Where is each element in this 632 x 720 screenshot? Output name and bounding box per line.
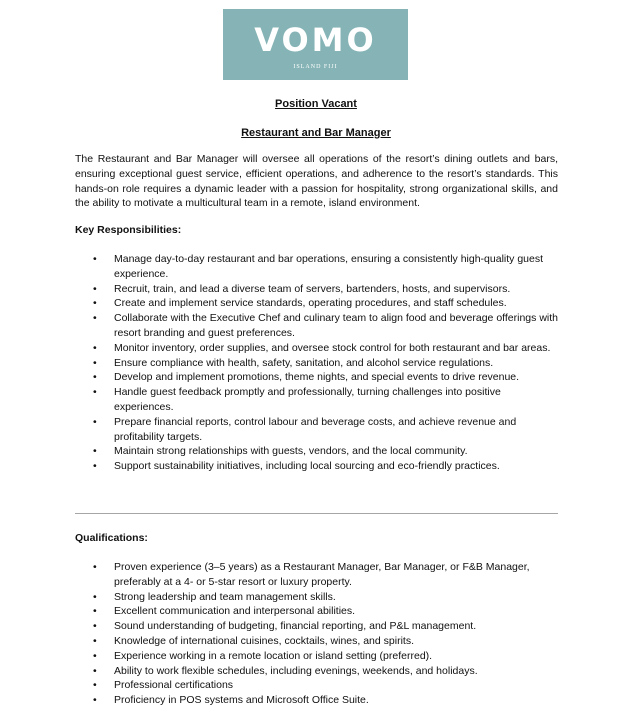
logo-tagline: ISLAND FIJI	[293, 64, 338, 70]
bullet-icon: •	[93, 649, 97, 662]
list-item-text: Ensure compliance with health, safety, sanitation, and alcohol service regulations.	[114, 356, 494, 369]
bullet-icon: •	[93, 312, 97, 325]
section-divider	[75, 513, 558, 514]
list-item-text: Strong leadership and team management skills.	[114, 590, 336, 603]
list-item	[75, 678, 559, 693]
bullet-icon: •	[93, 253, 97, 265]
list-item-text: Handle guest feedback promptly and professionally, turning challenges into positive experiences.	[114, 386, 501, 413]
list-item-text: Maintain strong relationships with guests, vendors, and the local community.	[114, 445, 468, 458]
bullet-icon: •	[93, 561, 97, 573]
list-item	[75, 341, 559, 356]
list-item-text: Develop and implement promotions, theme nights, and special events to drive revenue.	[114, 371, 520, 384]
bullet-icon: •	[93, 445, 97, 458]
list-item	[75, 664, 559, 679]
bullet-icon: •	[93, 356, 97, 369]
list-item	[75, 693, 559, 708]
list-item-text: Excellent communication and interpersonal abilities.	[114, 605, 356, 618]
list-item	[75, 604, 559, 619]
list-item-text: Monitor inventory, order supplies, and oversee stock control for both restaurant and bar areas.	[114, 341, 551, 354]
bullet-icon: •	[93, 634, 97, 647]
list-item-text: Manage day-to-day restaurant and bar operations, ensuring a consistently high-quality guest experience.	[114, 253, 544, 280]
list-item-text: Create and implement service standards, operating procedures, and staff schedules.	[114, 297, 507, 310]
bullet-icon: •	[93, 664, 97, 677]
qualifications-list	[75, 560, 559, 708]
list-item-text: Knowledge of international cuisines, cocktails, wines, and spirits.	[114, 634, 414, 647]
list-item	[75, 385, 559, 415]
list-item	[75, 356, 559, 371]
responsibilities-list	[75, 252, 559, 474]
list-item	[75, 370, 559, 385]
list-item	[75, 560, 559, 590]
bullet-icon: •	[93, 282, 97, 295]
list-item-text: Recruit, train, and lead a diverse team of servers, bartenders, hosts, and supervisors.	[114, 282, 511, 295]
intro-paragraph: The Restaurant and Bar Manager will oversee all operations of the resort’s dining outlets and bars, ensuring exceptional guest service, efficient operations, and adherence to the resort’s standards. This hands-on role requires a dynamic leader with a passion for hospitality, strong organizational skills, and the ability to motivate a multicultural team in a remote, island environment.	[75, 153, 558, 210]
bullet-icon: •	[93, 679, 97, 692]
list-item	[75, 311, 559, 341]
bullet-icon: •	[93, 386, 97, 399]
list-item	[75, 296, 559, 311]
list-item-text: Proficiency in POS systems and Microsoft Office Suite.	[114, 694, 369, 707]
bullet-icon: •	[93, 694, 97, 707]
bullet-icon: •	[93, 620, 97, 633]
list-item	[75, 459, 559, 474]
bullet-icon: •	[93, 605, 97, 618]
list-item	[75, 590, 559, 605]
list-item	[75, 649, 559, 664]
list-item-text: Collaborate with the Executive Chef and culinary team to align food and beverage offerings with resort branding and guest preferences.	[114, 312, 558, 339]
list-item-text: Support sustainability initiatives, including local sourcing and eco-friendly practices.	[114, 460, 500, 473]
list-item	[75, 444, 559, 459]
position-vacant-heading: Position Vacant	[275, 98, 357, 110]
bullet-icon: •	[93, 371, 97, 384]
vomo-logo	[223, 9, 408, 80]
bullet-icon: •	[93, 590, 97, 603]
list-item	[75, 282, 559, 297]
list-item	[75, 252, 559, 282]
qualifications-title: Qualifications:	[75, 532, 148, 544]
list-item-text: Prepare financial reports, control labour and beverage costs, and achieve revenue and profitability targets.	[114, 415, 517, 443]
list-item-text: Experience working in a remote location or island setting (preferred).	[114, 649, 433, 662]
list-item-text: Professional certifications	[114, 679, 234, 692]
bullet-icon: •	[93, 460, 97, 473]
list-item	[75, 634, 559, 649]
list-item	[75, 619, 559, 634]
responsibilities-title: Key Responsibilities:	[75, 224, 182, 236]
bullet-icon: •	[93, 297, 97, 310]
bullet-icon: •	[93, 415, 97, 428]
list-item-text: Proven experience (3–5 years) as a Restaurant Manager, Bar Manager, or F&B Manager, preferably at a 4- or 5-star resort or luxury property.	[114, 561, 530, 588]
list-item-text: Sound understanding of budgeting, financial reporting, and P&L management.	[114, 620, 477, 633]
list-item	[75, 415, 559, 445]
job-title-heading: Restaurant and Bar Manager	[241, 127, 391, 139]
list-item-text: Ability to work flexible schedules, including evenings, weekends, and holidays.	[114, 664, 478, 677]
logo-wordmark: VOMO	[254, 21, 377, 59]
bullet-icon: •	[93, 341, 97, 354]
